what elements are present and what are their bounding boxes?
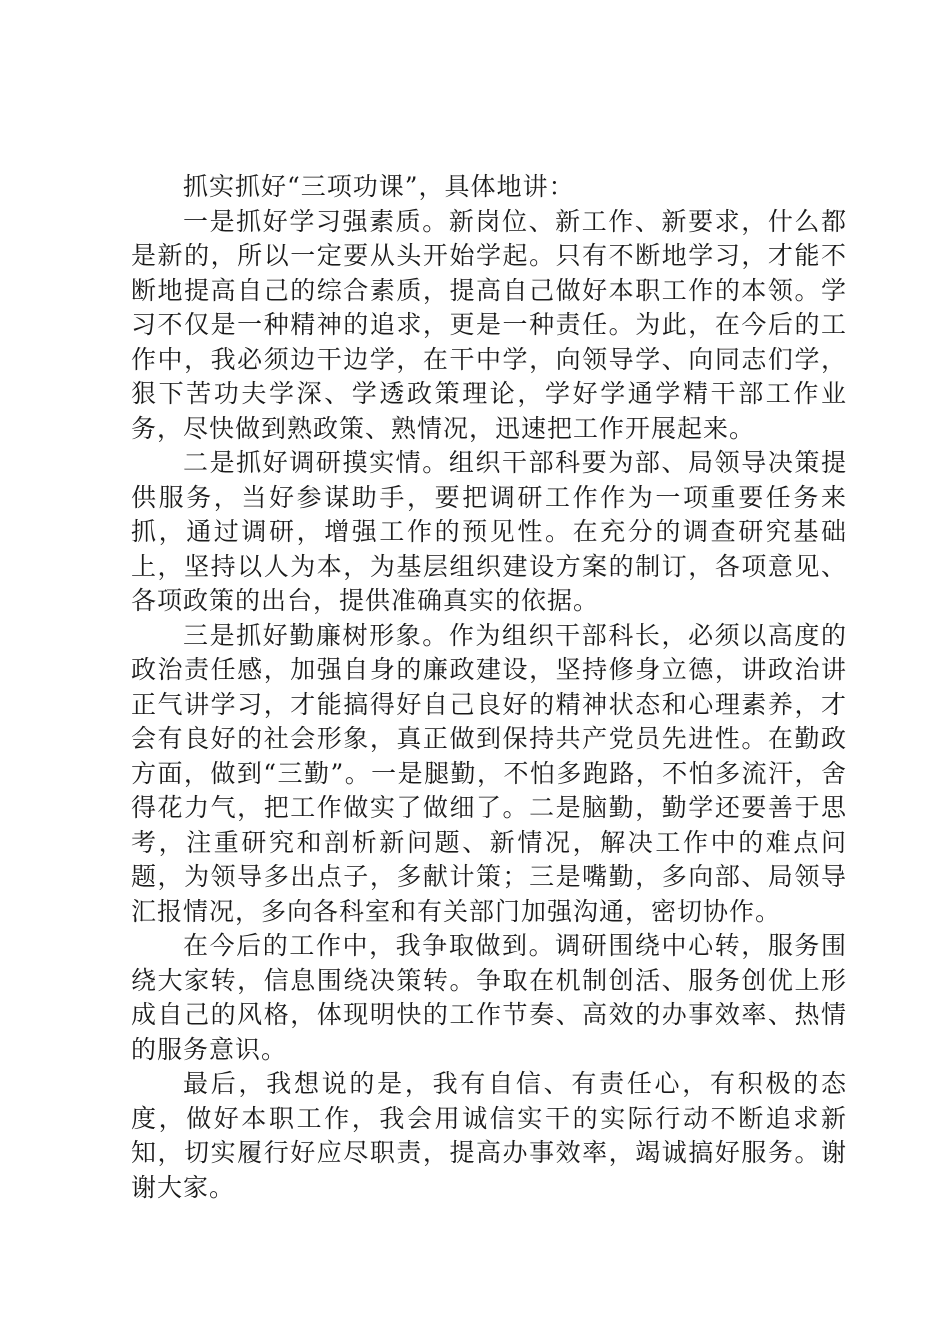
paragraph-study: 一是抓好学习强素质。新岗位、新工作、新要求，什么都是新的，所以一定要从头开始学起。只有不断地学习，才能不断地提高自己的综合素质，提高自己做好本职工作的本领。学习不仅是一种精神的追求，更是一种责任。为此，在今后的工作中，我必须边干边学，在干中学，向领导学、向同志们学，狠下苦功夫学深、学透政策理论，学好学通学精干部工作业务，尽快做到熟政策、熟情况，迅速把工作开展起来。 — [131, 206, 847, 443]
paragraph-intro: 抓实抓好“三项功课”，具体地讲： — [183, 172, 575, 201]
paragraph-research: 二是抓好调研摸实情。组织干部科要为部、局领导决策提供服务，当好参谋助手，要把调研工作作为一项重要任务来抓，通过调研，增强工作的预见性。在充分的调查研究基础上，坚持以人为本，为基层组织建设方案的制订，各项意见、各项政策的出台，提供准确真实的依据。 — [131, 448, 847, 615]
paragraph-integrity: 三是抓好勤廉树形象。作为组织干部科长，必须以高度的政治责任感，加强自身的廉政建设，坚持修身立德，讲政治讲正气讲学习，才能搞得好自己良好的精神状态和心理素养，才会有良好的社会形象，真正做到保持共产党员先进性。在勤政方面，做到“三勤”。一是腿勤，不怕多跑路，不怕多流汗，舍得花力气，把工作做实了做细了。二是脑勤，勤学还要善于思考，注重研究和剖析新问题、新情况，解决工作中的难点问题，为领导多出点子，多献计策；三是嘴勤，多向部、局领导汇报情况，多向各科室和有关部门加强沟通，密切协作。 — [131, 620, 847, 926]
document-body — [131, 170, 847, 1205]
paragraph-future-work: 在今后的工作中，我争取做到。调研围绕中心转，服务围绕大家转，信息围绕决策转。争取在机制创活、服务创优上形成自己的风格，体现明快的工作节奏、高效的办事效率、热情的服务意识。 — [131, 931, 847, 1064]
paragraph-closing: 最后，我想说的是，我有自信、有责任心，有积极的态度，做好本职工作，我会用诚信实干的实际行动不断追求新知，切实履行好应尽职责，提高办事效率，竭诚搞好服务。谢谢大家。 — [131, 1069, 847, 1202]
